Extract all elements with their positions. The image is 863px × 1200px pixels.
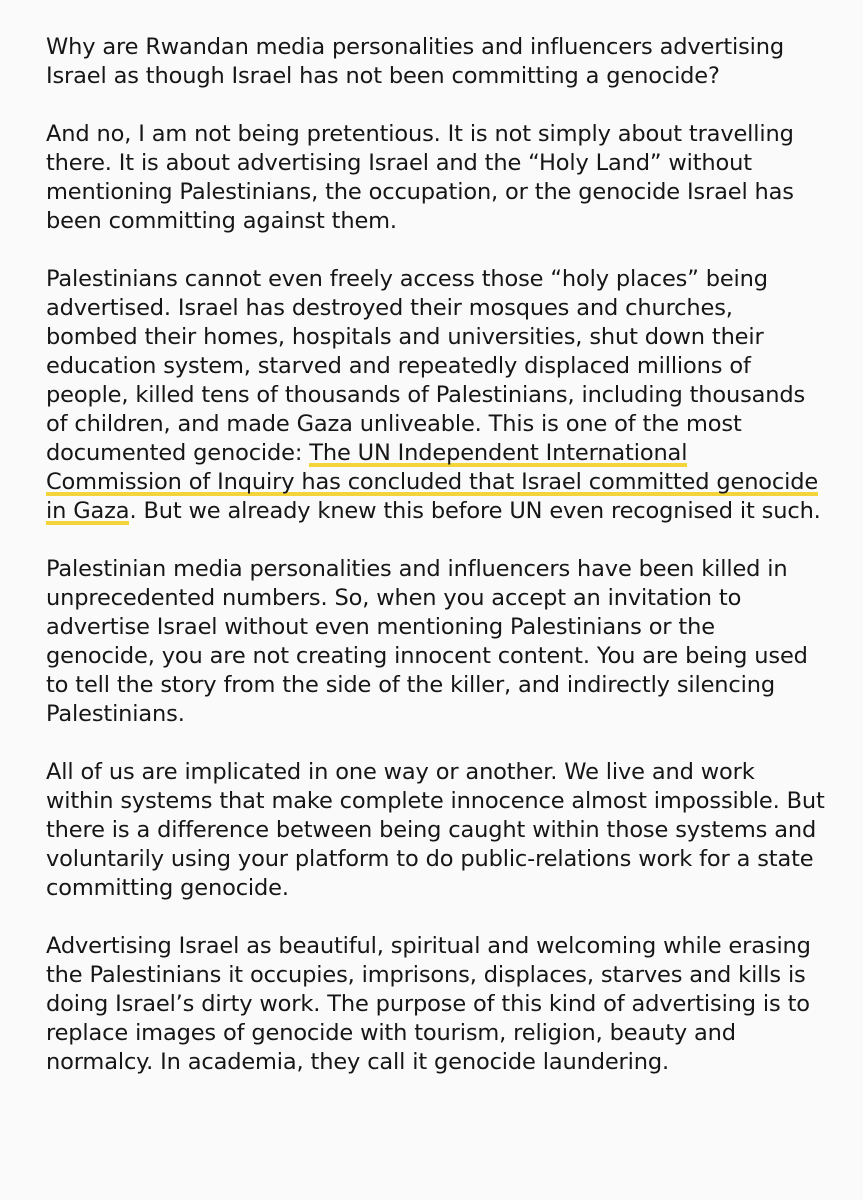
highlighted-un-link[interactable]: The UN Independent International Commission of Inquiry has concluded that Israel committed genocide in Gaza <box>46 440 819 524</box>
document-body <box>46 33 826 1106</box>
paragraph-5: All of us are implicated in one way or another. We live and work within systems that make complete innocence almost impossible. But there is a difference between being caught within those systems and voluntarily using your platform to do public-relations work for a state committing genocide. <box>46 759 825 901</box>
paragraph-3-text-before: Palestinians cannot even freely access those “holy places” being advertised. Israel has destroyed their mosques and churches, bombed their homes, hospitals and universities, shut down their education system, starved and repeatedly displaced millions of people, killed tens of thousands of Palestinians, including thousands of children, and made Gaza unliveable. This is one of the most documented genocide: <box>46 266 806 466</box>
paragraph-1: Why are Rwandan media personalities and influencers advertising Israel as though Israel has not been committing a genocide? <box>46 34 785 89</box>
paragraph-3-text-after: . But we already knew this before UN even recognised it such. <box>129 498 821 524</box>
paragraph-2: And no, I am not being pretentious. It is not simply about travelling there. It is about advertising Israel and the “Holy Land” without mentioning Palestinians, the occupation, or the genocide Israel has been committing against them. <box>46 121 794 234</box>
paragraph-6: Advertising Israel as beautiful, spiritual and welcoming while erasing the Palestinians it occupies, imprisons, displaces, starves and kills is doing Israel’s dirty work. The purpose of this kind of advertising is to replace images of genocide with tourism, religion, beauty and normalcy. In academia, they call it genocide laundering. <box>46 933 811 1075</box>
paragraph-3 <box>46 265 826 526</box>
paragraph-4: Palestinian media personalities and influencers have been killed in unprecedented numbers. So, when you accept an invitation to advertise Israel without even mentioning Palestinians or the genocide, you are not creating innocent content. You are being used to tell the story from the side of the killer, and indirectly silencing Palestinians. <box>46 556 808 727</box>
